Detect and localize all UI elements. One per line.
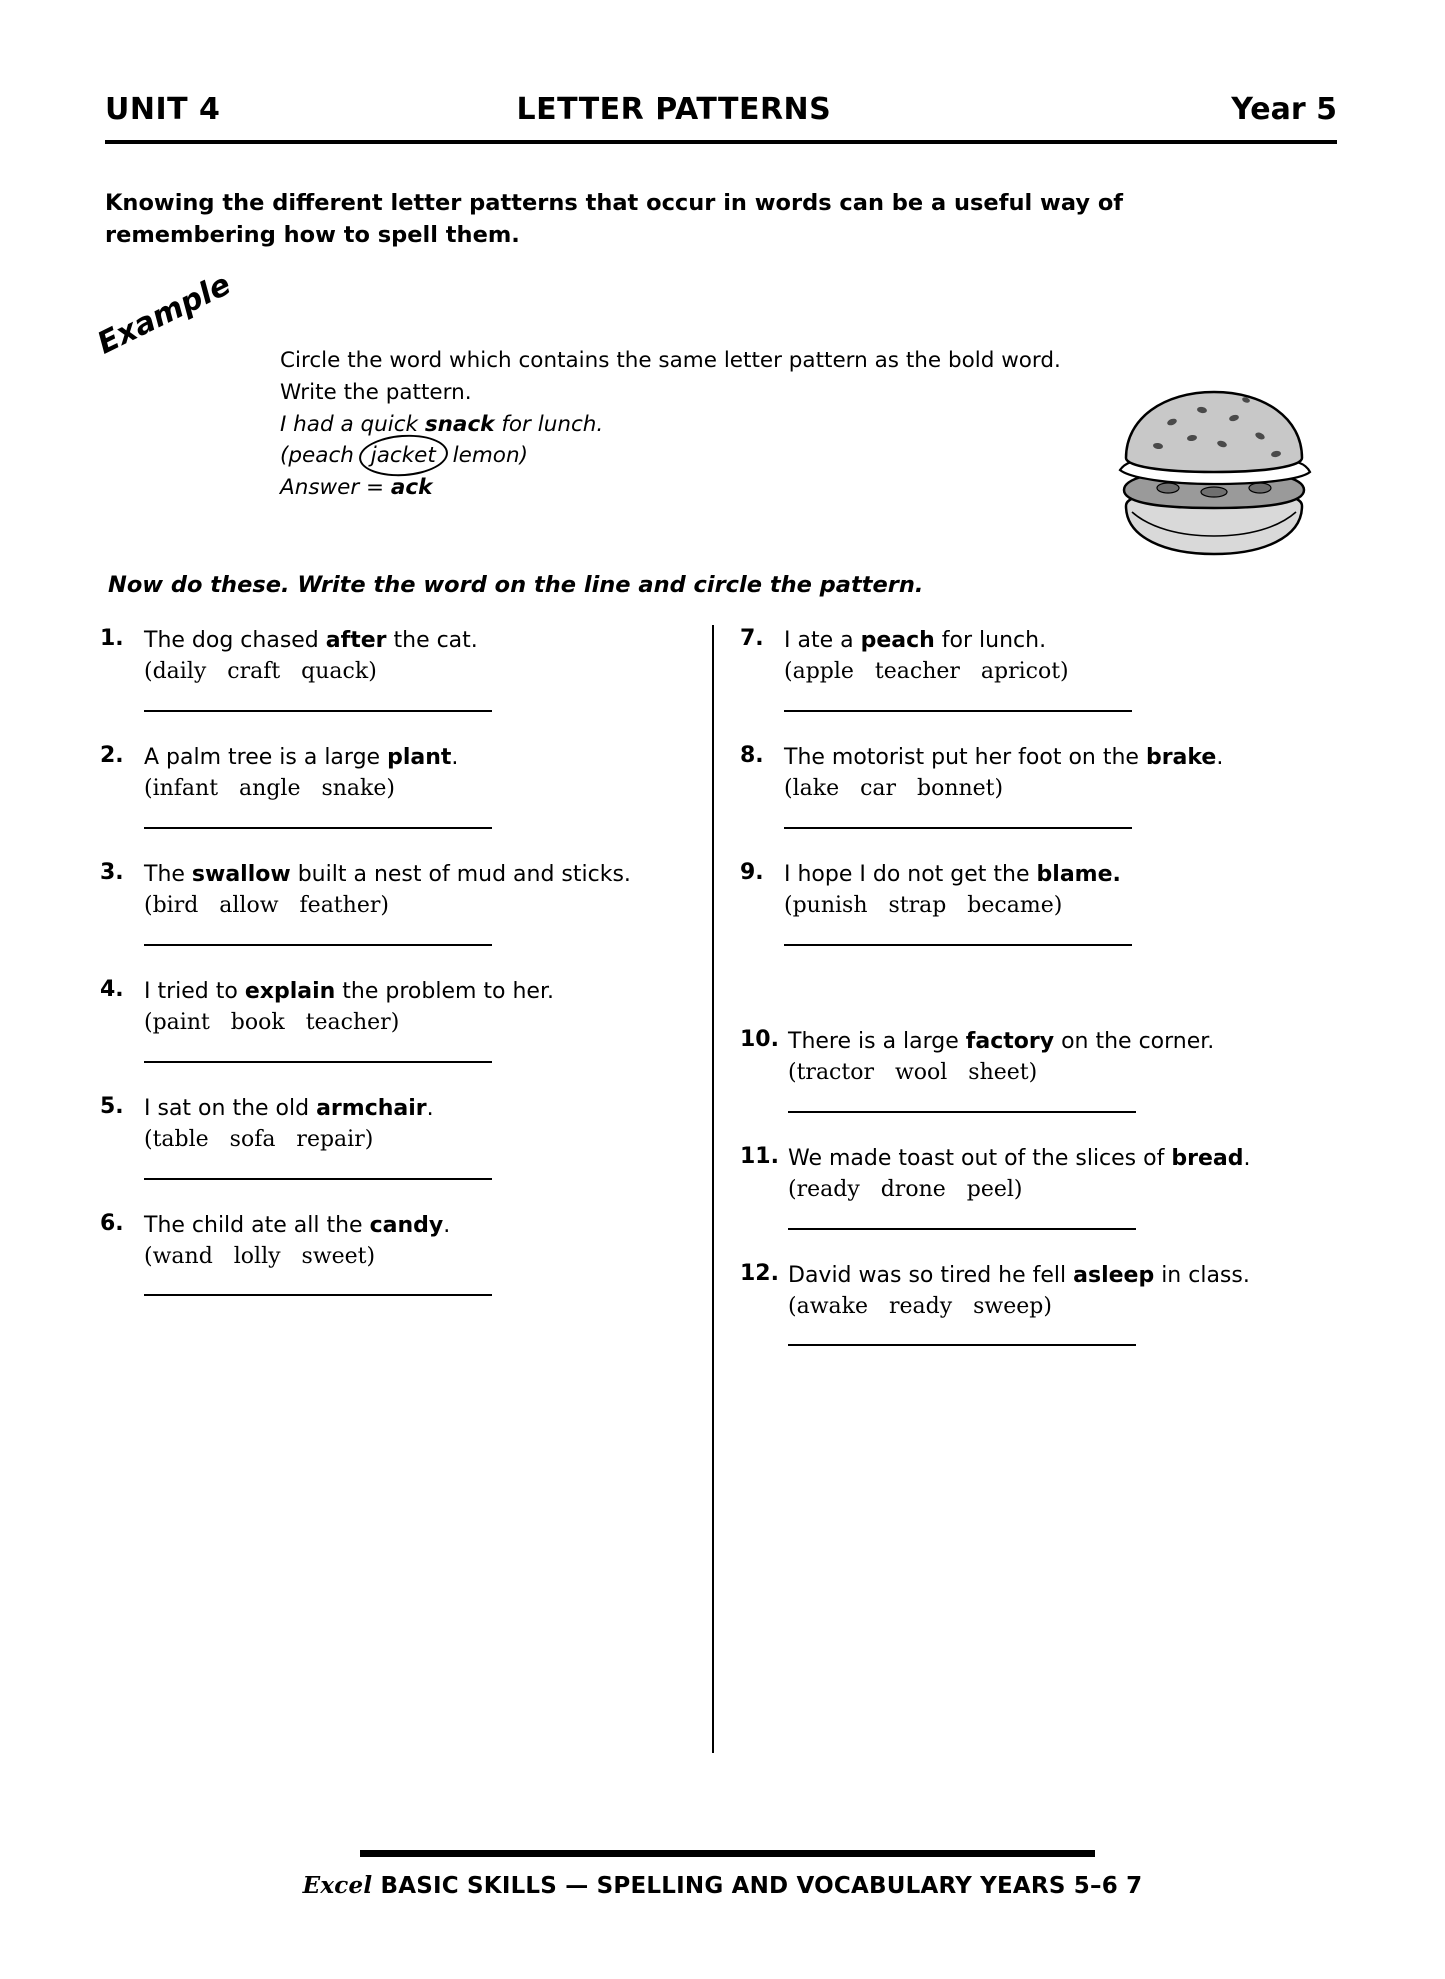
- question-text-pre: We made toast out of the slices of: [788, 1145, 1172, 1171]
- question-number: 1.: [100, 626, 124, 651]
- hamburger-icon: [1110, 378, 1320, 568]
- questions-column-left: [100, 625, 700, 1304]
- header-divider: [105, 140, 1337, 144]
- footer-divider: [360, 1850, 1095, 1857]
- question-text-pre: I tried to: [144, 978, 245, 1004]
- example-sentence-post: for lunch.: [494, 411, 604, 437]
- question-text: [144, 625, 700, 688]
- questions-column-right: [740, 625, 1340, 1354]
- question-text-post: for lunch.: [934, 628, 1047, 653]
- question-number: 12.: [740, 1260, 779, 1286]
- question-item: [740, 1143, 1340, 1230]
- question-item: [100, 742, 700, 829]
- example-choice-circled: jacket: [361, 440, 446, 472]
- question-text: [144, 1210, 700, 1273]
- question-choices[interactable]: (wand lolly sweet): [144, 1243, 376, 1269]
- example-choice-rest: lemon): [445, 443, 528, 469]
- answer-line[interactable]: [784, 710, 1132, 712]
- question-bold-word: candy: [369, 1212, 444, 1238]
- question-number: 10.: [740, 1026, 779, 1052]
- answer-line[interactable]: [144, 1294, 492, 1296]
- question-text: [788, 1260, 1340, 1323]
- question-text-post: .: [1216, 744, 1224, 770]
- page-header: [105, 92, 1337, 127]
- question-number: 4.: [100, 976, 124, 1002]
- example-answer-label: Answer =: [280, 475, 391, 501]
- example-answer-value: ack: [390, 475, 433, 501]
- task-instruction: Now do these. Write the word on the line and circle the pattern.: [108, 572, 924, 598]
- example-sentence-bold-word: snack: [424, 411, 495, 437]
- question-text: [788, 1143, 1340, 1206]
- question-text: [144, 742, 700, 805]
- question-item: [740, 859, 1340, 946]
- question-number: 6.: [100, 1210, 124, 1236]
- answer-line[interactable]: [788, 1344, 1136, 1346]
- footer-label: BASIC SKILLS — SPELLING AND VOCABULARY YEARS 5–6 7: [372, 1873, 1143, 1899]
- question-bold-word: peach: [860, 628, 935, 653]
- question-item: [740, 742, 1340, 829]
- question-text-pre: The motorist put her foot on the: [784, 744, 1146, 770]
- question-text-post: .: [451, 744, 459, 770]
- example-block: [280, 345, 1120, 504]
- question-choices[interactable]: (infant angle snake): [144, 776, 395, 802]
- question-item: [740, 1260, 1340, 1347]
- question-number: 3.: [100, 859, 124, 885]
- question-bold-word: factory: [965, 1028, 1055, 1054]
- question-choices[interactable]: (paint book teacher): [144, 1009, 400, 1035]
- question-number: 9.: [740, 859, 764, 885]
- answer-line[interactable]: [144, 1061, 492, 1063]
- question-item: [740, 1026, 1340, 1113]
- page-title: LETTER PATTERNS: [516, 92, 832, 127]
- answer-line[interactable]: [144, 827, 492, 829]
- questions-area: [100, 625, 1340, 1755]
- question-choices[interactable]: (ready drone peel): [788, 1176, 1023, 1202]
- question-text: [784, 742, 1340, 805]
- question-number: 7.: [740, 626, 764, 651]
- question-bold-word: after: [325, 628, 387, 653]
- question-item: [100, 859, 700, 946]
- example-answer: [280, 472, 1120, 504]
- question-text-post: the problem to her.: [335, 978, 554, 1004]
- question-bold-word: explain: [244, 978, 336, 1004]
- question-text: [144, 976, 700, 1039]
- question-number: 5.: [100, 1093, 124, 1119]
- question-text-post: .: [1243, 1145, 1251, 1171]
- question-bold-word: bread: [1171, 1145, 1244, 1171]
- question-choices[interactable]: (awake ready sweep): [788, 1293, 1052, 1319]
- question-text-post: in class.: [1154, 1262, 1250, 1288]
- answer-line[interactable]: [144, 710, 492, 712]
- question-text-pre: I ate a: [784, 628, 861, 653]
- question-number: 8.: [740, 742, 764, 768]
- question-item: [740, 625, 1340, 712]
- example-label: Example: [92, 267, 237, 362]
- question-choices[interactable]: (punish strap became): [784, 892, 1063, 918]
- example-choice-open: (peach: [280, 443, 361, 469]
- question-choices[interactable]: (bird allow feather): [144, 892, 389, 918]
- question-text: [788, 1026, 1340, 1089]
- example-instruction-line-1: Circle the word which contains the same letter pattern as the bold word.: [280, 348, 1061, 373]
- question-choices[interactable]: (daily craft quack): [144, 659, 377, 685]
- answer-line[interactable]: [788, 1111, 1136, 1113]
- question-choices[interactable]: (apple teacher apricot): [784, 659, 1069, 685]
- question-number: 2.: [100, 742, 124, 768]
- question-text-post: on the corner.: [1054, 1028, 1215, 1054]
- question-item: [100, 976, 700, 1063]
- question-text-pre: The: [144, 861, 192, 887]
- question-bold-word: swallow: [191, 861, 291, 887]
- question-bold-word: armchair: [316, 1095, 427, 1121]
- answer-line[interactable]: [144, 1178, 492, 1180]
- question-bold-word: brake: [1145, 744, 1217, 770]
- answer-line[interactable]: [784, 944, 1132, 946]
- answer-line[interactable]: [144, 944, 492, 946]
- question-text: [144, 859, 700, 922]
- example-choices: [280, 440, 528, 472]
- question-number: 11.: [740, 1143, 779, 1169]
- question-text-pre: The dog chased: [144, 628, 326, 653]
- question-text-pre: The child ate all the: [144, 1212, 370, 1238]
- question-text-pre: There is a large: [788, 1028, 966, 1054]
- example-sentence-pre: I had a quick: [280, 411, 425, 437]
- question-bold-word: blame.: [1036, 861, 1121, 887]
- question-text-pre: I hope I do not get the: [784, 861, 1037, 887]
- question-text: [144, 1093, 700, 1156]
- question-item: [100, 1210, 700, 1297]
- question-choices[interactable]: (lake car bonnet): [784, 776, 1004, 802]
- question-bold-word: plant: [387, 744, 452, 770]
- question-text-pre: A palm tree is a large: [144, 744, 388, 770]
- question-item: [100, 1093, 700, 1180]
- question-text: [784, 625, 1340, 688]
- question-text: [784, 859, 1340, 922]
- answer-line[interactable]: [784, 827, 1132, 829]
- question-text-pre: David was so tired he fell: [788, 1262, 1074, 1288]
- question-text-post: built a nest of mud and sticks.: [290, 861, 631, 887]
- example-instruction-line-2: Write the pattern.: [280, 379, 472, 405]
- answer-line[interactable]: [788, 1228, 1136, 1230]
- footer-brand: Excel: [302, 1872, 373, 1899]
- question-choices[interactable]: (table sofa repair): [144, 1126, 374, 1152]
- question-bold-word: asleep: [1073, 1262, 1155, 1288]
- question-item: [100, 625, 700, 712]
- question-text-post: the cat.: [386, 628, 478, 653]
- question-text-pre: I sat on the old: [144, 1095, 317, 1121]
- unit-label: UNIT 4: [105, 92, 221, 127]
- question-choices[interactable]: (tractor wool sheet): [788, 1059, 1038, 1085]
- question-text-post: .: [443, 1212, 451, 1238]
- year-label: Year 5: [1231, 92, 1337, 127]
- intro-text: Knowing the different letter patterns that occur in words can be a useful way of remembering how to spell them.: [105, 190, 1124, 248]
- footer: [0, 1872, 1445, 1899]
- question-text-post: .: [426, 1095, 434, 1121]
